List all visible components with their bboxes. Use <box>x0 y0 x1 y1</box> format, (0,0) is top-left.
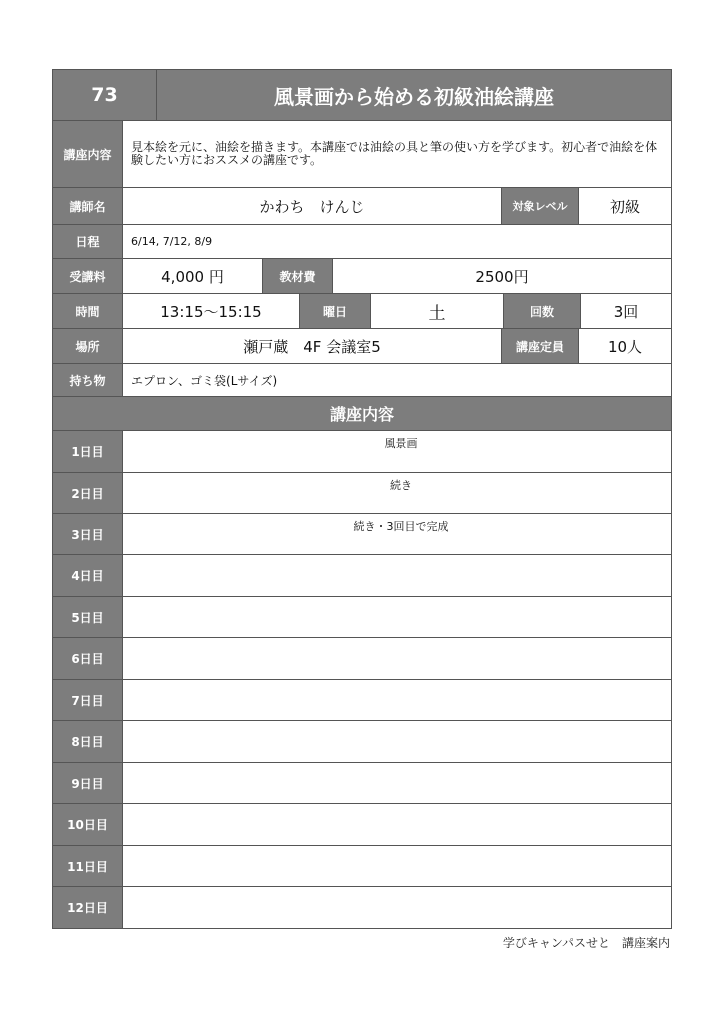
session-row <box>53 845 671 886</box>
session-row <box>53 679 671 720</box>
sessions-header-row <box>53 396 671 430</box>
session-label: 12日目 <box>53 887 122 928</box>
session-row <box>53 803 671 845</box>
weekday-value: 土 <box>370 294 503 328</box>
session-row <box>53 430 671 472</box>
time-label: 時間 <box>53 294 122 328</box>
session-text <box>122 597 671 637</box>
session-row <box>53 513 671 554</box>
session-row <box>53 472 671 513</box>
capacity-value: 10人 <box>578 329 671 363</box>
session-text <box>122 763 671 803</box>
instructor-name: かわち けんじ <box>122 188 501 224</box>
level-value: 初級 <box>578 188 671 224</box>
session-text <box>122 638 671 679</box>
material-label: 教材費 <box>262 259 332 293</box>
schedule-value: 6/14, 7/12, 8/9 <box>122 225 671 258</box>
session-text <box>122 680 671 720</box>
instructor-label: 講師名 <box>53 188 122 224</box>
weekday-label: 曜日 <box>299 294 370 328</box>
time-value: 13:15〜15:15 <box>122 294 299 328</box>
fee-row <box>53 258 671 293</box>
course-sheet <box>52 69 672 929</box>
level-label: 対象レベル <box>501 188 578 224</box>
schedule-row <box>53 224 671 258</box>
session-text: 続き・3回目で完成 <box>122 514 671 554</box>
session-text <box>122 846 671 886</box>
session-text <box>122 804 671 845</box>
fee-label: 受講料 <box>53 259 122 293</box>
session-label: 11日目 <box>53 846 122 886</box>
session-label: 1日目 <box>53 431 122 472</box>
title-row <box>53 70 671 120</box>
session-label: 3日目 <box>53 514 122 554</box>
time-row <box>53 293 671 328</box>
count-label: 回数 <box>503 294 580 328</box>
content-label: 講座内容 <box>53 121 122 187</box>
content-row <box>53 120 671 187</box>
fee-value: 4,000 円 <box>122 259 262 293</box>
session-text <box>122 721 671 762</box>
sessions-header: 講座内容 <box>53 397 671 430</box>
session-row <box>53 762 671 803</box>
schedule-label: 日程 <box>53 225 122 258</box>
material-value: 2500円 <box>332 259 671 293</box>
course-title: 風景画から始める初級油絵講座 <box>156 70 671 120</box>
session-label: 9日目 <box>53 763 122 803</box>
content-text: 見本絵を元に、油絵を描きます。本講座では油絵の具と筆の使い方を学びます。初心者で油絵を体験したい方におススメの講座です。 <box>122 121 671 187</box>
session-label: 5日目 <box>53 597 122 637</box>
footer-text: 学びキャンパスせと 講座案内 <box>502 936 670 950</box>
session-text <box>122 887 671 928</box>
belongings-row <box>53 363 671 396</box>
session-row <box>53 554 671 596</box>
belongings-label: 持ち物 <box>53 364 122 396</box>
session-row <box>53 637 671 679</box>
sessions-list <box>53 430 671 928</box>
place-label: 場所 <box>53 329 122 363</box>
session-label: 7日目 <box>53 680 122 720</box>
session-text: 続き <box>122 473 671 513</box>
session-row <box>53 720 671 762</box>
session-row <box>53 596 671 637</box>
count-value: 3回 <box>580 294 671 328</box>
capacity-label: 講座定員 <box>501 329 578 363</box>
session-label: 8日目 <box>53 721 122 762</box>
session-text: 風景画 <box>122 431 671 472</box>
course-number: 73 <box>53 70 156 120</box>
session-label: 4日目 <box>53 555 122 596</box>
session-label: 2日目 <box>53 473 122 513</box>
belongings-value: エプロン、ゴミ袋(Lサイズ) <box>122 364 671 396</box>
session-label: 10日目 <box>53 804 122 845</box>
session-label: 6日目 <box>53 638 122 679</box>
place-value: 瀬戸蔵 4F 会議室5 <box>122 329 501 363</box>
session-text <box>122 555 671 596</box>
session-row <box>53 886 671 928</box>
instructor-row <box>53 187 671 224</box>
place-row <box>53 328 671 363</box>
